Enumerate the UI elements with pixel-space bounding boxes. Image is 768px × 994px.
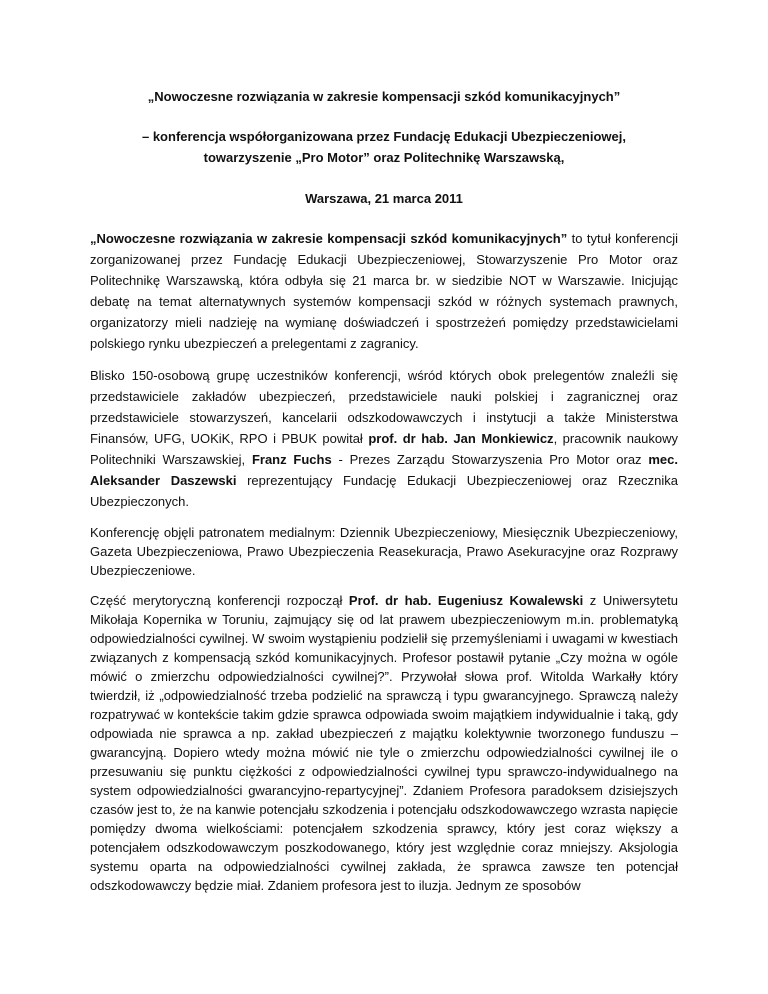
document-body bbox=[90, 228, 678, 906]
lecture-text-1: Część merytoryczną konferencji rozpoczął bbox=[90, 593, 349, 608]
speaker-monkiewicz: prof. dr hab. Jan Monkiewicz bbox=[368, 431, 554, 446]
participants-text-2: , pracownik naukowy Politechniki Warszawskiej, bbox=[90, 431, 678, 467]
document-date: Warszawa, 21 marca 2011 bbox=[305, 191, 463, 206]
document-title: „Nowoczesne rozwiązania w zakresie kompensacji szkód komunikacyjnych” bbox=[147, 89, 621, 104]
document-subtitle bbox=[90, 126, 678, 168]
paragraph-lecture bbox=[90, 591, 678, 895]
paragraph-participants bbox=[90, 365, 678, 512]
subtitle-line-2: towarzyszenie „Pro Motor” oraz Politechnikę Warszawską, bbox=[203, 150, 565, 165]
lecture-text-2: z Uniwersytetu Mikołaja Kopernika w Toruniu, zajmujący się od lat prawem ubezpieczeniowym m.in. problematyką odpowiedzialności cywilnej. W swoim wystąpieniu podzielił się przemyśleniami i uwagami w kwestiach związanych z kompensacją szkód komunikacyjnych. Profesor postawił pytanie „Czy można w ogóle mówić o zmierzchu odpowiedzialności cywilnej?”. Przywołał słowa prof. Witolda Warkałły który twierdził, iż „odpowiedzialność trzeba podzielić na sprawczą i typu gwarancyjnego. Sprawczą należy rozpatrywać w kontekście takim gdzie sprawca odpowiada swoim majątkiem indywidualnie i taką, gdy odpowiada nie sprawca a np. zakład ubezpieczeń z majątku kolektywnie tworzonego funduszu – gwarancyjną. Dopiero wtedy można mówić nie tyle o zmierzchu odpowiedzialności cywilnej ile o przesuwaniu się punktu ciężkości z odpowiedzialności cywilnej typu sprawczo-indywidualnego na system odpowiedzialności gwarancyjno-repartycyjnej”. Zdaniem Profesora paradoksem dzisiejszych czasów jest to, że na kanwie potencjału szkodzenia i potencjału odszkodowawczego wzrasta napięcie pomiędzy dwoma wielkościami: potencjałem szkodzenia sprawcy, który jest coraz większy a potencjałem odszkodowawczym poszkodowanego, który jest względnie coraz mniejszy. Aksjologia systemu oparta na odpowiedzialności cywilnej zakłada, że sprawca zawsze ten potencjał odszkodowawczy będzie miał. Zdaniem profesora jest to iluzja. Jednym ze sposobów bbox=[90, 593, 678, 893]
participants-text-4: reprezentujący Fundację Edukacji Ubezpieczeniowej oraz Rzecznika Ubezpieczonych. bbox=[90, 473, 679, 509]
speaker-fuchs: Franz Fuchs bbox=[251, 452, 332, 467]
participants-text-3: - Prezes Zarządu Stowarzyszenia Pro Motor oraz bbox=[331, 452, 649, 467]
intro-text: to tytuł konferencji zorganizowanej przez Fundację Edukacji Ubezpieczeniowej, Stowarzyszenie Pro Motor oraz Politechnikę Warszawską, która odbyła się 21 marca br. w siedzibie NOT w Warszawie. Inicjując debatę na temat alternatywnych systemów kompensacji szkód w różnych systemach prawnych, organizatorzy mieli nadzieję na wymianę doświadczeń i spostrzeżeń pomiędzy przedstawicielami polskiego rynku ubezpieczeń a prelegentami z zagranicy. bbox=[90, 231, 679, 351]
conference-title-bold: „Nowoczesne rozwiązania w zakresie kompensacji szkód komunikacyjnych” bbox=[90, 231, 568, 246]
paragraph-intro bbox=[90, 228, 678, 354]
paragraph-patronage: Konferencję objęli patronatem medialnym: Dziennik Ubezpieczeniowy, Miesięcznik Ubezpieczeniowy, Gazeta Ubezpieczeniowa, Prawo Ubezpieczenia Reasekuracja, Prawo Asekuracyjne oraz Rozprawy Ubezpieczeniowe. bbox=[90, 525, 678, 578]
subtitle-line-1: – konferencja współorganizowana przez Fundację Edukacji Ubezpieczeniowej, bbox=[141, 129, 626, 144]
speaker-daszewski: mec. Aleksander Daszewski bbox=[90, 452, 678, 488]
speaker-kowalewski: Prof. dr hab. Eugeniusz Kowalewski bbox=[348, 593, 584, 608]
participants-text-1: Blisko 150-osobową grupę uczestników konferencji, wśród których obok prelegentów znaleźli się przedstawiciele zakładów ubezpieczeń, przedstawiciele nauki polskiej i zagranicznej oraz przedstawiciele stowarzyszeń, kancelarii odszkodowawczych i instytucji a także Ministerstwa Finansów, UFG, UOKiK, RPO i PBUK powitał bbox=[90, 368, 678, 446]
